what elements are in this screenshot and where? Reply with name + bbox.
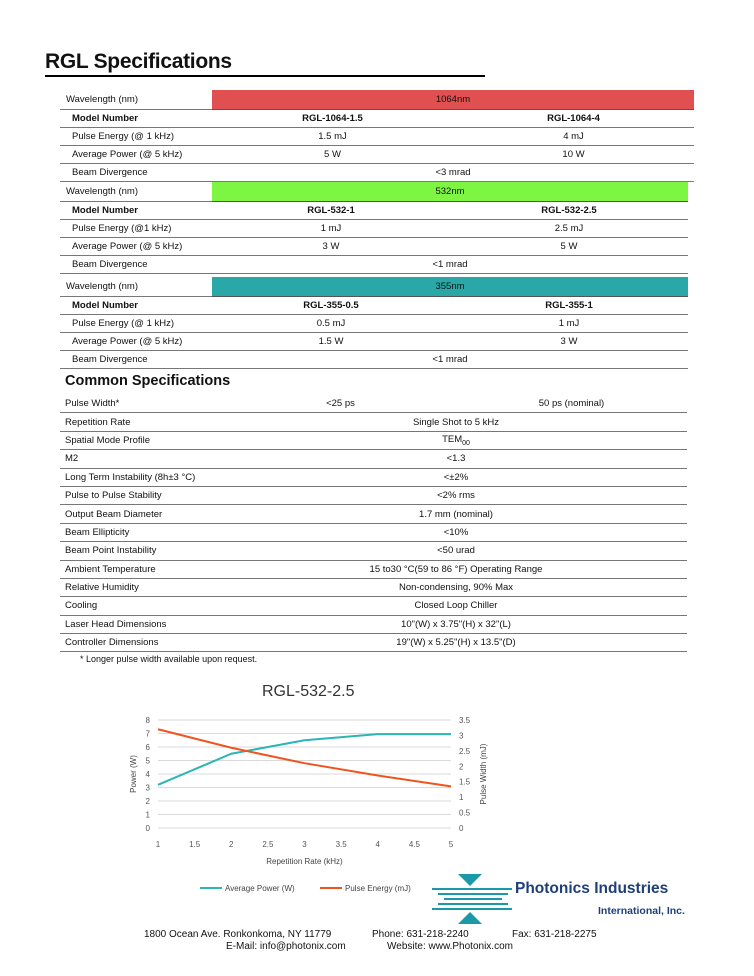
title-divider bbox=[45, 75, 485, 77]
spec-label: Model Number bbox=[60, 110, 212, 128]
common-value: <2% rms bbox=[437, 490, 475, 502]
spec-value: 1 mJ bbox=[450, 315, 688, 333]
spec-value: 3 W bbox=[212, 238, 450, 256]
spec-label: Beam Divergence bbox=[60, 164, 212, 182]
spec-value: RGL-355-1 bbox=[450, 297, 688, 315]
common-label: Long Term Instability (8h±3 °C) bbox=[60, 468, 225, 486]
common-value: <50 urad bbox=[437, 545, 475, 557]
y-tick-label: 1 bbox=[145, 810, 150, 820]
spec-row bbox=[60, 351, 688, 369]
spec-label: Beam Divergence bbox=[60, 351, 212, 369]
email-label: E-Mail: bbox=[226, 941, 260, 952]
email-link[interactable]: info@photonix.com bbox=[259, 941, 346, 952]
y-tick-label: 3 bbox=[145, 783, 150, 793]
footnote: * Longer pulse width available upon request. bbox=[80, 654, 258, 664]
wavelength-row bbox=[60, 90, 694, 110]
common-row bbox=[60, 542, 687, 560]
common-row bbox=[60, 468, 687, 486]
common-row bbox=[60, 578, 687, 596]
common-row bbox=[60, 431, 687, 449]
phone: Phone: 631-218-2240 bbox=[372, 929, 469, 940]
y-tick-label: 8 bbox=[145, 716, 150, 725]
common-label: Pulse to Pulse Stability bbox=[60, 486, 225, 504]
legend-label: Pulse Energy (mJ) bbox=[345, 884, 411, 893]
y2-tick-label: 0.5 bbox=[459, 808, 471, 818]
spec-label: Pulse Energy (@ 1 kHz) bbox=[60, 128, 212, 146]
spec-row bbox=[60, 128, 694, 146]
common-value: TEM bbox=[442, 434, 463, 446]
company-name-line2: International, Inc. bbox=[598, 905, 685, 917]
spec-value: 10 W bbox=[453, 146, 694, 164]
y-tick-label: 7 bbox=[145, 729, 150, 739]
common-row bbox=[60, 597, 687, 615]
y2-tick-label: 1 bbox=[459, 793, 464, 803]
spec-row bbox=[60, 202, 688, 220]
spec-value: <3 mrad bbox=[212, 164, 694, 182]
common-value: Single Shot to 5 kHz bbox=[412, 416, 500, 428]
common-spec-table bbox=[60, 395, 687, 652]
spec-label: Model Number bbox=[60, 202, 212, 220]
spec-value: 1.5 mJ bbox=[212, 128, 453, 146]
spec-value: RGL-1064-4 bbox=[453, 110, 694, 128]
x-tick-label: 2.5 bbox=[262, 840, 274, 849]
spec-value: 5 W bbox=[450, 238, 688, 256]
spec-label: Model Number bbox=[60, 297, 212, 315]
spec-row bbox=[60, 333, 688, 351]
wavelength-label: Wavelength (nm) bbox=[60, 182, 212, 202]
spec-value: 1.5 W bbox=[212, 333, 450, 351]
series-line-1 bbox=[158, 729, 451, 786]
common-row bbox=[60, 413, 687, 431]
common-label: Beam Point Instability bbox=[60, 542, 225, 560]
wavelength-value: 532nm bbox=[212, 182, 688, 202]
spec-label: Beam Divergence bbox=[60, 256, 212, 274]
spec-row bbox=[60, 146, 694, 164]
common-value: <10% bbox=[443, 526, 469, 538]
spec-row bbox=[60, 238, 688, 256]
spec-row bbox=[60, 164, 694, 182]
common-value: <1.3 bbox=[446, 453, 466, 465]
series-line-0 bbox=[158, 734, 451, 785]
common-row bbox=[60, 634, 687, 652]
y-axis-label: Power (W) bbox=[129, 755, 138, 793]
common-row bbox=[60, 395, 687, 413]
wavelength-label: Wavelength (nm) bbox=[60, 277, 212, 297]
common-label: Repetition Rate bbox=[60, 413, 225, 431]
address: 1800 Ocean Ave. Ronkonkoma, NY 11779 bbox=[144, 929, 332, 940]
common-value: <±2% bbox=[443, 471, 469, 483]
common-label: M2 bbox=[60, 450, 225, 468]
spec-row bbox=[60, 110, 694, 128]
fax: Fax: 631-218-2275 bbox=[512, 929, 597, 940]
common-label: Ambient Temperature bbox=[60, 560, 225, 578]
spec-value: 1 mJ bbox=[212, 220, 450, 238]
spec-value: <1 mrad bbox=[212, 256, 688, 274]
spec-value: RGL-1064-1.5 bbox=[212, 110, 453, 128]
common-value: 1.7 mm (nominal) bbox=[419, 508, 493, 520]
page-title: RGL Specifications bbox=[45, 50, 232, 73]
spec-label: Average Power (@ 5 kHz) bbox=[60, 146, 212, 164]
spec-row bbox=[60, 256, 688, 274]
spec-value: 0.5 mJ bbox=[212, 315, 450, 333]
chart-title: RGL-532-2.5 bbox=[262, 683, 355, 700]
y2-tick-label: 1.5 bbox=[459, 777, 471, 787]
website-line bbox=[387, 941, 513, 952]
spec-value: 4 mJ bbox=[453, 128, 694, 146]
common-spec-title: Common Specifications bbox=[65, 373, 231, 389]
email-line bbox=[226, 941, 346, 952]
x-tick-label: 3 bbox=[302, 840, 307, 849]
common-label: Spatial Mode Profile bbox=[60, 431, 225, 449]
common-row bbox=[60, 505, 687, 523]
wavelength-value: 355nm bbox=[212, 277, 688, 297]
common-row bbox=[60, 450, 687, 468]
y2-tick-label: 3 bbox=[459, 731, 464, 741]
common-label: Cooling bbox=[60, 597, 225, 615]
common-row bbox=[60, 486, 687, 504]
spec-label: Pulse Energy (@1 kHz) bbox=[60, 220, 212, 238]
common-label: Pulse Width* bbox=[60, 395, 225, 413]
common-row bbox=[60, 560, 687, 578]
y2-tick-label: 2.5 bbox=[459, 746, 471, 756]
spec-value: 2.5 mJ bbox=[450, 220, 688, 238]
spec-row bbox=[60, 297, 688, 315]
legend-label: Average Power (W) bbox=[225, 884, 295, 893]
common-value: <25 ps bbox=[225, 395, 456, 413]
spec-table-1 bbox=[60, 182, 688, 274]
x-axis-label: Repetition Rate (kHz) bbox=[266, 857, 343, 866]
y2-tick-label: 0 bbox=[459, 824, 464, 833]
common-value: 50 ps (nominal) bbox=[456, 395, 687, 413]
y-tick-label: 6 bbox=[145, 743, 150, 752]
spec-value: <1 mrad bbox=[212, 351, 688, 369]
x-tick-label: 3.5 bbox=[335, 840, 347, 849]
common-value: Non-condensing, 90% Max bbox=[398, 582, 514, 594]
common-value: 15 to30 °C(59 to 86 °F) Operating Range bbox=[369, 563, 543, 575]
common-row bbox=[60, 523, 687, 541]
common-label: Laser Head Dimensions bbox=[60, 615, 225, 633]
common-value: 10"(W) x 3.75"(H) x 32"(L) bbox=[401, 618, 511, 630]
wavelength-label: Wavelength (nm) bbox=[60, 90, 212, 110]
common-value: 19"(W) x 5.25"(H) x 13.5"(D) bbox=[396, 637, 516, 649]
spec-value: 5 W bbox=[212, 146, 453, 164]
common-row bbox=[60, 615, 687, 633]
y2-tick-label: 2 bbox=[459, 762, 464, 772]
spec-table-2 bbox=[60, 277, 688, 369]
spec-value: 3 W bbox=[450, 333, 688, 351]
spec-row bbox=[60, 315, 688, 333]
x-tick-label: 4 bbox=[375, 840, 380, 849]
spec-table-0 bbox=[60, 90, 694, 182]
common-label: Beam Ellipticity bbox=[60, 523, 225, 541]
common-value-subscript: 00 bbox=[462, 439, 470, 447]
spec-label: Average Power (@ 5 kHz) bbox=[60, 333, 212, 351]
spec-row bbox=[60, 220, 688, 238]
y2-tick-label: 3.5 bbox=[459, 716, 471, 725]
wavelength-row bbox=[60, 182, 688, 202]
website-label: Website: bbox=[387, 941, 429, 952]
common-label: Controller Dimensions bbox=[60, 634, 225, 652]
common-value: Closed Loop Chiller bbox=[414, 600, 498, 612]
spec-value: RGL-355-0.5 bbox=[212, 297, 450, 315]
x-tick-label: 1.5 bbox=[189, 840, 201, 849]
common-label: Output Beam Diameter bbox=[60, 505, 225, 523]
x-tick-label: 1 bbox=[155, 840, 161, 849]
x-tick-label: 2 bbox=[229, 840, 234, 849]
wavelength-row bbox=[60, 277, 688, 297]
x-tick-label: 5 bbox=[448, 840, 454, 849]
y-tick-label: 4 bbox=[145, 770, 150, 779]
wavelength-value: 1064nm bbox=[212, 90, 694, 110]
spec-value: RGL-532-1 bbox=[212, 202, 450, 220]
spec-value: RGL-532-2.5 bbox=[450, 202, 688, 220]
website-link[interactable]: www.Photonix.com bbox=[428, 941, 513, 952]
y2-axis-label: Pulse Width (mJ) bbox=[479, 743, 488, 805]
spec-label: Average Power (@ 5 kHz) bbox=[60, 238, 212, 256]
x-tick-label: 4.5 bbox=[408, 840, 420, 849]
y-tick-label: 2 bbox=[145, 797, 150, 806]
y-tick-label: 5 bbox=[145, 756, 150, 766]
y-tick-label: 0 bbox=[145, 824, 150, 833]
spec-label: Pulse Energy (@ 1 kHz) bbox=[60, 315, 212, 333]
common-label: Relative Humidity bbox=[60, 578, 225, 596]
company-logo-icon bbox=[432, 872, 514, 928]
company-name: Photonics Industries bbox=[515, 880, 669, 897]
